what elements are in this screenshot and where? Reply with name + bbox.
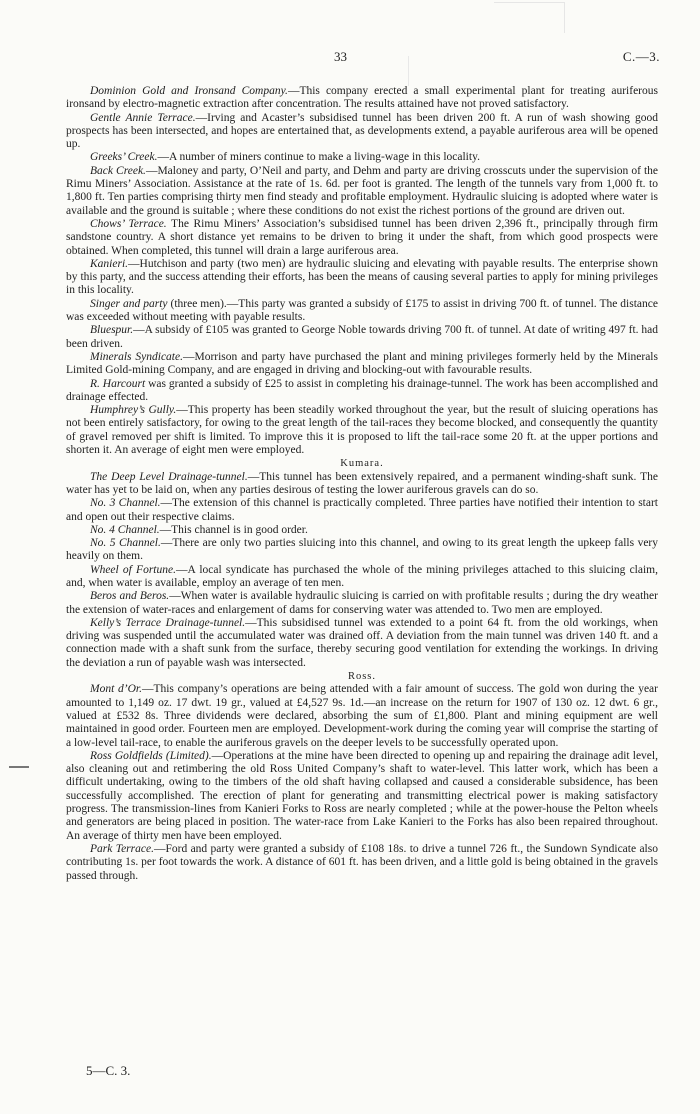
paragraph-text: —This company erected a small experimental plant for treating auriferous ironsand by electro-magnetic extraction after concentration. The results attained have not proved satisfactory. — [66, 85, 658, 111]
paragraph-text: —Ford and party were granted a subsidy of £108 18s. to drive a tunnel 726 ft., the Sundown Syndicate also contributing 1s. per foot towards the work. A distance of 601 ft. has been driven, and a little gold is being obtained in the gravels passed through. — [66, 842, 658, 882]
paragraph-lead: Ross Goldfields (Limited). — [90, 749, 212, 762]
paragraph — [66, 324, 658, 351]
paragraph-text: —Hutchison and party (two men) are hydraulic sluicing and elevating with payable results. The enterprise shown by this party, and the success attending their efforts, has been the means of causing several parties to apply for mining privileges in this locality. — [66, 257, 658, 297]
paragraph — [66, 843, 658, 883]
paragraph-lead: R. Harcourt — [90, 377, 146, 390]
paragraph-lead: No. 5 Channel. — [90, 537, 161, 550]
paragraph — [66, 590, 658, 617]
paragraph — [66, 537, 658, 564]
paragraph-lead: Gentle Annie Terrace. — [90, 111, 196, 124]
paragraph-text: (three men).—This party was granted a subsidy of £175 to assist in driving 700 ft. of tunnel. The distance was exceeded without meeting with payable results. — [66, 297, 658, 324]
body-text — [66, 85, 658, 883]
paragraph-lead: Bluespur. — [90, 324, 134, 337]
paragraph — [66, 750, 658, 843]
paragraph — [66, 165, 658, 218]
paragraph-lead: Chows’ Terrace. — [90, 217, 167, 230]
document-reference: C.—3. — [622, 49, 660, 64]
paragraph-text: —This tunnel has been extensively repaired, and a permanent winding-shaft sunk. The water has yet to be laid on, when any parties desirous of testing the lower auriferous gravels can do so. — [66, 470, 658, 496]
paragraph-lead: Back Creek. — [90, 164, 146, 177]
paragraph — [66, 151, 658, 164]
paragraph-text: —This channel is in good order. — [159, 523, 308, 536]
paragraph-text: —Morrison and party have purchased the plant and mining privileges formerly held by the Minerals Limited Gold-mining Company, and are engaged in driving and blocking-out with favourable results. — [66, 350, 658, 377]
section-heading-ross: Ross. — [347, 671, 377, 683]
paragraph — [66, 298, 658, 325]
paragraph — [66, 218, 658, 258]
paragraph-lead: Greeks’ Creek. — [90, 151, 158, 164]
paragraph — [66, 351, 658, 378]
paragraph-lead: No. 3 Channel. — [90, 497, 161, 510]
paragraph-lead: Dominion Gold and Ironsand Company. — [90, 85, 288, 97]
paragraph — [66, 564, 658, 591]
paragraph-group-kumara — [66, 471, 658, 670]
paragraph — [66, 404, 658, 457]
section-heading-kumara: Kumara. — [340, 458, 384, 470]
paragraph-lead: Beros and Beros. — [90, 590, 170, 603]
paragraph-lead: Humphrey’s Gully. — [90, 404, 177, 417]
paragraph-text: —A number of miners continue to make a living-wage in this locality. — [157, 151, 480, 164]
paragraph-text: —Operations at the mine have been directed to opening up and repairing the drainage adit level, also cleaning out and retimbering the old Ross United Company’s shaft to water-level. This latter work, which has been a difficult undertaking, owing to the timbers of the old shaft having collapsed and caused a considerable subsidence, has been successfully accomplished. The erection of plant for generating and transmitting electrical power is making satisfactory progress. The transmission-lines from Kanieri Forks to Ross are nearly completed ; while at the power-house the Pelton wheels and generators are being placed in position. The water-race from Lake Kanieri to the Forks has also been repaired throughout. An average of thirty men have been employed. — [66, 749, 658, 842]
paragraph-text: The Rimu Miners’ Association’s subsidised tunnel has been driven 2,396 ft., principally through firm sandstone country. A short distance yet remains to be driven to bring it under the shaft, from which good prospects were obtained. When completed, this tunnel will drain a large auriferous area. — [66, 217, 658, 257]
margin-mark — [9, 766, 29, 768]
page-number: 33 — [334, 49, 347, 64]
paragraph-text: —When water is available hydraulic sluicing is carried on with profitable results ; during the dry weather the extension of water-races and enlargement of dams for conserving water was attended to. Two men are employed. — [66, 590, 658, 616]
paragraph-text: —This subsidised tunnel was extended to a point 64 ft. from the old workings, when driving was suspended until the accumulated water was drained off. A deviation from the main tunnel was driven 140 ft. and a connection made with a shaft sunk from the surface, thereby securing good ventilation for extending the workings. In driving the deviation a run of payable wash was intersected. — [66, 616, 658, 669]
paragraph — [66, 258, 658, 298]
paragraph — [66, 617, 658, 670]
paragraph-lead: Singer and party — [90, 297, 168, 310]
paragraph-text: —The extension of this channel is practically completed. Three parties have notified their intention to start and open out their respective claims. — [66, 497, 658, 523]
paragraph-text: —Maloney and party, O’Neil and party, and Dehm and party are driving crosscuts under the supervision of the Rimu Miners’ Association. Assistance at the rate of 1s. 6d. per foot is granted. The length of the tunnels vary from 1,000 ft. to 1,800 ft. Ten parties comprising thirty men find steady and profitable employment. Hydraulic sluicing is adopted where water is available and the ground is suitable ; where these conditions do not exist the richest portions of the ground are driven out. — [66, 164, 659, 217]
faded-stamp — [408, 56, 474, 86]
paragraph-text: was granted a subsidy of £25 to assist in completing his drainage-tunnel. The work has been accomplished and drainage effected. — [66, 377, 658, 403]
paragraph — [66, 497, 658, 524]
paragraph-lead: Kelly’s Terrace Drainage-tunnel. — [90, 616, 246, 629]
footer-signature: 5—C. 3. — [86, 1063, 131, 1078]
paragraph — [66, 471, 658, 498]
paragraph-lead: The Deep Level Drainage-tunnel. — [90, 470, 248, 483]
paragraph-lead: Park Terrace. — [90, 842, 154, 855]
paragraph-lead: Wheel of Fortune. — [90, 563, 176, 576]
paragraph — [66, 112, 658, 152]
paragraph-group-ross — [66, 683, 658, 882]
paragraph-lead: No. 4 Channel. — [90, 523, 160, 536]
paragraph — [66, 524, 658, 537]
paragraph-lead: Minerals Syndicate. — [90, 350, 183, 363]
paragraph-text: —This property has been steadily worked throughout the year, but the result of sluicing operations has not been entirely satisfactory, for owing to the great length of the tail-races they become blocked, and consequently the quantity of gravel removed per shift is limited. To improve this it is proposed to lift the tail-race some 20 ft. at the upper portions and shorten it. An average of eight men were employed. — [66, 404, 658, 457]
paragraph — [66, 378, 658, 405]
paragraph-lead: Kanieri. — [90, 257, 129, 270]
paragraph-text: —A local syndicate has purchased the whole of the mining privileges attached to this sluicing claim, and, when water is available, employ an average of ten men. — [66, 563, 658, 589]
paragraph — [66, 85, 658, 112]
paragraph-text: —Irving and Acaster’s subsidised tunnel has been driven 200 ft. A run of wash showing good prospects has been intersected, and hopes are entertained that, as developments extend, a payable auriferous area will be opened up. — [66, 111, 658, 151]
paragraph — [66, 683, 658, 749]
paragraph-text: —There are only two parties sluicing into this channel, and owing to its great length the upkeep falls very heavily on them. — [66, 537, 659, 563]
paragraph-group-west — [66, 85, 658, 457]
faded-stamp — [494, 2, 565, 33]
paragraph-text: —This company’s operations are being attended with a fair amount of success. The gold won during the year amounted to 1,149 oz. 17 dwt. 19 gr., valued at £4,527 9s. 1d.—an increase on the return for 1907 of 130 oz. 12 dwt. 6 gr., valued at £532 8s. Three dividends were declared, absorbing the sum of £1,800. Plant and mining equipment are well maintained in good order. Fourteen men are employed. Development-work during the coming year will comprise the starting of a low-level tail-race, to enable the auriferous gravels on the deeper levels to be successfully operated upon. — [66, 683, 658, 749]
paragraph-text: —A subsidy of £105 was granted to George Noble towards driving 700 ft. of tunnel. At date of writing 497 ft. had been driven. — [66, 324, 658, 350]
paragraph-lead: Mont d’Or. — [90, 683, 142, 696]
